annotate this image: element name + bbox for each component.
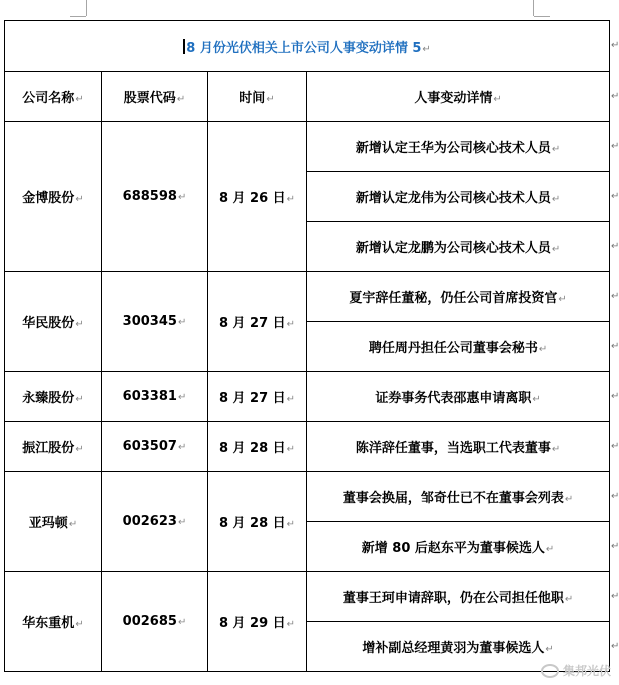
crop-mark	[86, 0, 87, 16]
watermark-text: 集邦光伏	[562, 664, 611, 678]
crop-mark	[533, 0, 534, 16]
stock-code-cell: 603507↵	[102, 422, 208, 472]
table-row	[5, 372, 610, 422]
row-end-mark: ↵	[611, 591, 619, 602]
header-cell-date: 时间↵	[208, 72, 307, 122]
row-end-mark: ↵	[611, 391, 619, 402]
company-name-cell: 永臻股份↵	[5, 372, 102, 422]
detail-cell: 增补副总经理黄羽为董事候选人↵	[307, 622, 610, 672]
company-name-cell: 华东重机↵	[5, 572, 102, 672]
detail-cell: 新增 80 后赵东平为董事候选人↵	[307, 522, 610, 572]
company-name-cell: 金博股份↵	[5, 122, 102, 272]
row-end-mark: ↵	[611, 91, 619, 102]
table-row	[5, 122, 610, 172]
header-row	[5, 72, 610, 122]
date-cell: 8 月 26 日↵	[208, 122, 307, 272]
table-row	[5, 572, 610, 622]
detail-cell: 聘任周丹担任公司董事会秘书↵	[307, 322, 610, 372]
document-title-cell[interactable]: 8 月份光伏相关上市公司人事变动详情 5↵	[5, 21, 610, 72]
personnel-table	[4, 20, 610, 672]
table-row	[5, 472, 610, 522]
row-end-mark: ↵	[611, 441, 619, 452]
watermark	[541, 662, 611, 679]
row-end-mark: ↵	[611, 241, 619, 252]
crop-mark	[534, 16, 550, 17]
date-cell: 8 月 28 日↵	[208, 472, 307, 572]
company-name-cell: 亚玛顿↵	[5, 472, 102, 572]
crop-mark	[70, 16, 86, 17]
row-end-mark: ↵	[611, 141, 619, 152]
row-end-mark: ↵	[611, 191, 619, 202]
detail-cell: 陈洋辞任董事，当选职工代表董事↵	[307, 422, 610, 472]
date-cell: 8 月 27 日↵	[208, 372, 307, 422]
stock-code-cell: 300345↵	[102, 272, 208, 372]
date-cell: 8 月 29 日↵	[208, 572, 307, 672]
detail-cell: 证券事务代表邵惠申请离职↵	[307, 372, 610, 422]
detail-cell: 董事会换届，邹奇仕已不在董事会列表↵	[307, 472, 610, 522]
table-row	[5, 272, 610, 322]
detail-cell: 夏宇辞任董秘，仍任公司首席投资官↵	[307, 272, 610, 322]
detail-cell: 董事王珂申请辞职，仍在公司担任他职↵	[307, 572, 610, 622]
stock-code-cell: 603381↵	[102, 372, 208, 422]
detail-cell: 新增认定龙鹏为公司核心技术人员↵	[307, 222, 610, 272]
header-cell-company: 公司名称↵	[5, 72, 102, 122]
row-end-mark: ↵	[611, 291, 619, 302]
company-name-cell: 华民股份↵	[5, 272, 102, 372]
row-end-mark: ↵	[611, 40, 619, 51]
weibo-logo-icon	[541, 664, 559, 678]
title-row	[5, 21, 610, 72]
detail-cell: 新增认定龙伟为公司核心技术人员↵	[307, 172, 610, 222]
header-cell-details: 人事变动详情↵	[307, 72, 610, 122]
table-row	[5, 422, 610, 472]
row-end-mark: ↵	[611, 641, 619, 652]
stock-code-cell: 002623↵	[102, 472, 208, 572]
row-end-mark: ↵	[611, 491, 619, 502]
stock-code-cell: 002685↵	[102, 572, 208, 672]
header-cell-code: 股票代码↵	[102, 72, 208, 122]
text-cursor	[183, 39, 185, 54]
document-title: 8 月份光伏相关上市公司人事变动详情 5	[186, 40, 422, 56]
company-name-cell: 振江股份↵	[5, 422, 102, 472]
date-cell: 8 月 28 日↵	[208, 422, 307, 472]
stock-code-cell: 688598↵	[102, 122, 208, 272]
detail-cell: 新增认定王华为公司核心技术人员↵	[307, 122, 610, 172]
date-cell: 8 月 27 日↵	[208, 272, 307, 372]
row-end-mark: ↵	[611, 541, 619, 552]
row-end-mark: ↵	[611, 341, 619, 352]
